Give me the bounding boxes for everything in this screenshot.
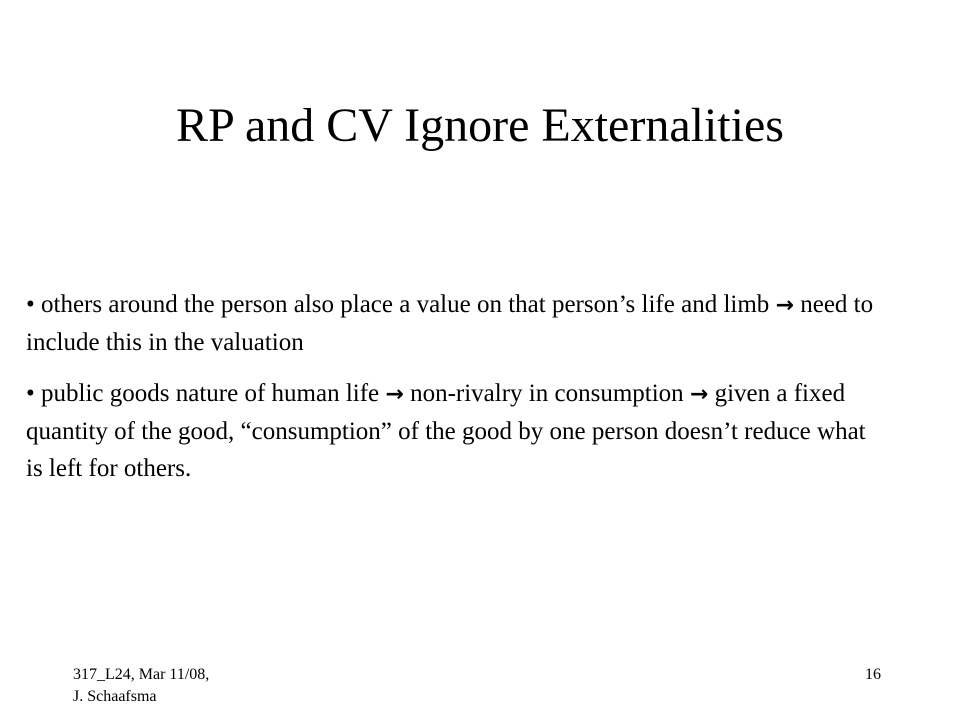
right-arrow-icon: →	[385, 382, 404, 407]
slide-body	[26, 286, 876, 501]
bullet-item	[26, 375, 876, 487]
footer-line: J. Schaafsma	[73, 688, 157, 705]
right-arrow-icon: →	[689, 382, 709, 407]
right-arrow-icon: →	[775, 293, 794, 318]
bullet-item	[26, 286, 876, 361]
bullet-text: non-rivalry in consumption	[410, 380, 684, 407]
slide-title: RP and CV Ignore Externalities	[176, 99, 784, 152]
page-number: 16	[865, 666, 881, 683]
footer-line: 317_L24, Mar 11/08,	[73, 666, 210, 683]
footer-citation	[73, 664, 209, 708]
bullet-marker: •	[26, 291, 35, 318]
bullet-text: need to include this in the valuation	[26, 291, 874, 356]
bullet-text: others around the person also place a value on that person’s life and limb	[41, 291, 770, 318]
bullet-text: given a fixed quantity of the good, “consumption” of the good by one person doesn’t reduce what is left for others.	[26, 380, 866, 482]
bullet-marker: •	[26, 380, 35, 407]
bullet-text: public goods nature of human life	[41, 380, 380, 407]
